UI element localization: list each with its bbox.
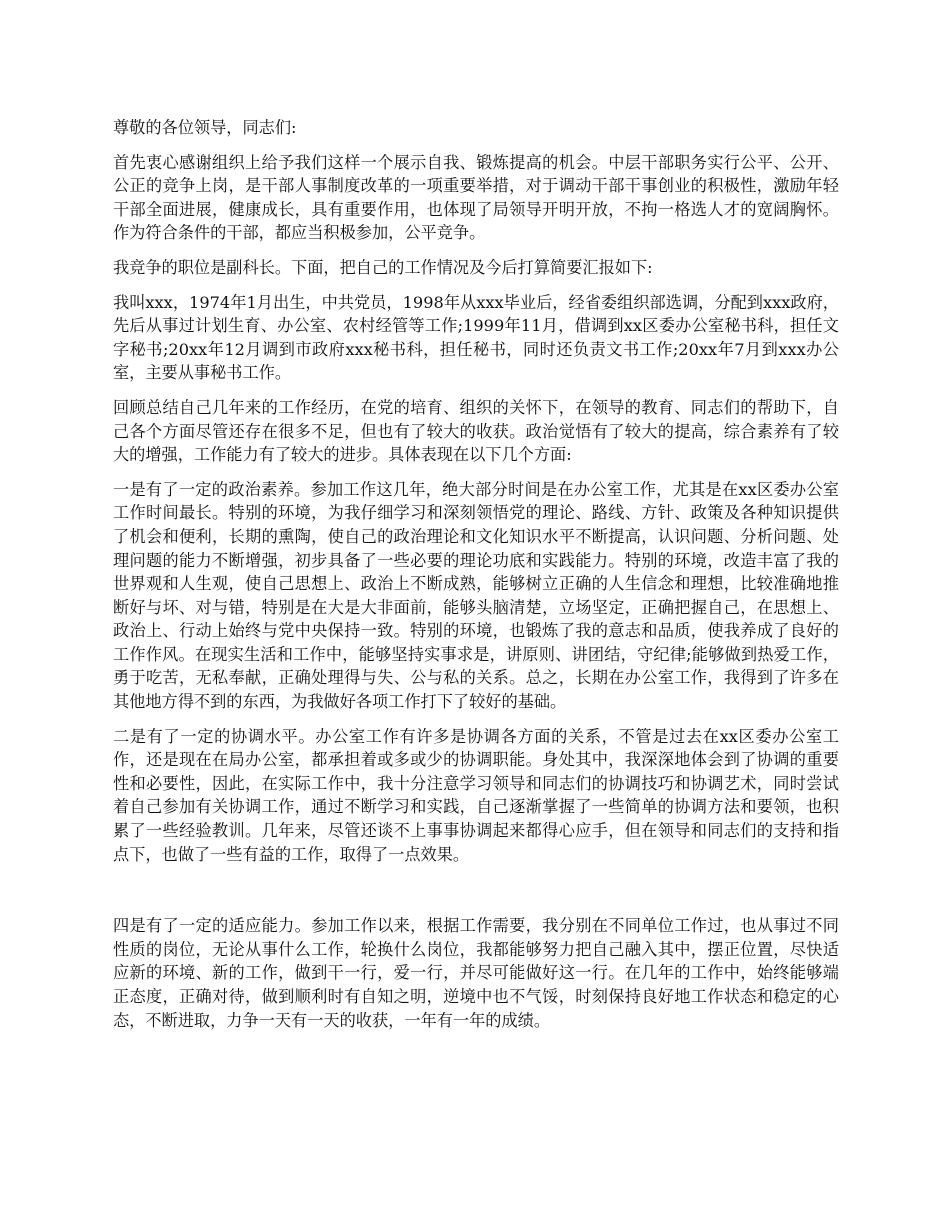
paragraph-opening: 首先衷心感谢组织上给予我们这样一个展示自我、锻炼提高的机会。中层干部职务实行公平、公开、公正的竞争上岗，是干部人事制度改革的一项重要举措，对于调动干部干事创业的积极性，激励年轻干部全面进展，健康成长，具有重要作用，也体现了局领导开明开放，不拘一格选人才的宽阔胸怀。作为符合条件的干部，都应当积极参加，公平竞争。: [113, 152, 839, 243]
paragraph-position: 我竞争的职位是副科长。下面，把自己的工作情况及今后打算简要汇报如下:: [113, 257, 653, 277]
salutation: 尊敬的各位领导，同志们:: [113, 118, 297, 137]
paragraph-review: 回顾总结自己几年来的工作经历，在党的培育、组织的关怀下，在领导的教育、同志们的帮助下，自己各个方面尽管还存在很多不足，但也有了较大的收获。政治觉悟有了较大的提高，综合素养有了较大的增强，工作能力有了较大的进步。具体表现在以下几个方面:: [113, 397, 839, 465]
paragraph-adaptability: 四是有了一定的适应能力。参加工作以来，根据工作需要，我分别在不同单位工作过，也从事过不同性质的岗位，无论从事什么工作，轮换什么岗位，我都能够努力把自己融入其中，摆正位置，尽快适应新的环境、新的工作，做到干一行，爱一行，并尽可能做好这一行。在几年的工作中，始终能够端正态度，正确对待，做到顺利时有自知之明，逆境中也不气馁，时刻保持良好地工作状态和稳定的心态，不断进取，力争一天有一天的收获，一年有一年的成绩。: [113, 916, 839, 1030]
blank-gap: [113, 877, 839, 914]
paragraph-coordination: 二是有了一定的协调水平。办公室工作有许多是协调各方面的关系，不管是过去在xx区委办公室工作，还是现在在局办公室，都承担着或多或少的协调职能。身处其中，我深深地体会到了协调的重要性和必要性，因此，在实际工作中，我十分注意学习领导和同志们的协调技巧和协调艺术，同时尝试着自己参加有关协调工作，通过不断学习和实践，自己逐渐掌握了一些简单的协调方法和要领，也积累了一些经验教训。几年来，尽管还谈不上事事协调起来都得心应手，但在领导和同志们的支持和指点下，也做了一些有益的工作，取得了一点效果。: [113, 726, 839, 864]
document-body: [113, 116, 839, 1043]
paragraph-resume: 我叫xxx，1974年1月出生，中共党员，1998年从xxx毕业后，经省委组织部选调，分配到xxx政府，先后从事过计划生育、办公室、农村经管等工作;1999年11月，借调到xx区委办公室秘书科，担任文字秘书;20xx年12月调到市政府xxx秘书科，担任秘书，同时还负责文书工作;20xx年7月到xxx办公室，主要从事秘书工作。: [113, 292, 839, 383]
paragraph-political-quality: 一是有了一定的政治素养。参加工作这几年，绝大部分时间是在办公室工作，尤其是在xx区委办公室工作时间最长。特别的环境，为我仔细学习和深刻领悟党的理论、路线、方针、政策及各种知识提供了机会和便利，长期的熏陶，使自己的政治理论和文化知识水平不断提高，认识问题、分析问题、处理问题的能力不断增强，初步具备了一些必要的理论功底和实践能力。特别的环境，改造丰富了我的世界观和人生观，使自己思想上、政治上不断成熟，能够树立正确的人生信念和理想，比较准确地推断好与坏、对与错，特别是在大是大非面前，能够头脑清楚，立场坚定，正确把握自己，在思想上、政治上、行动上始终与党中央保持一致。特别的环境，也锻炼了我的意志和品质，使我养成了良好的工作作风。在现实生活和工作中，能够坚持实事求是，讲原则、讲团结，守纪律;能够做到热爱工作，勇于吃苦，无私奉献，正确处理得与失、公与私的关系。总之，长期在办公室工作，我得到了许多在其他地方得不到的东西，为我做好各项工作打下了较好的基础。: [113, 479, 839, 712]
